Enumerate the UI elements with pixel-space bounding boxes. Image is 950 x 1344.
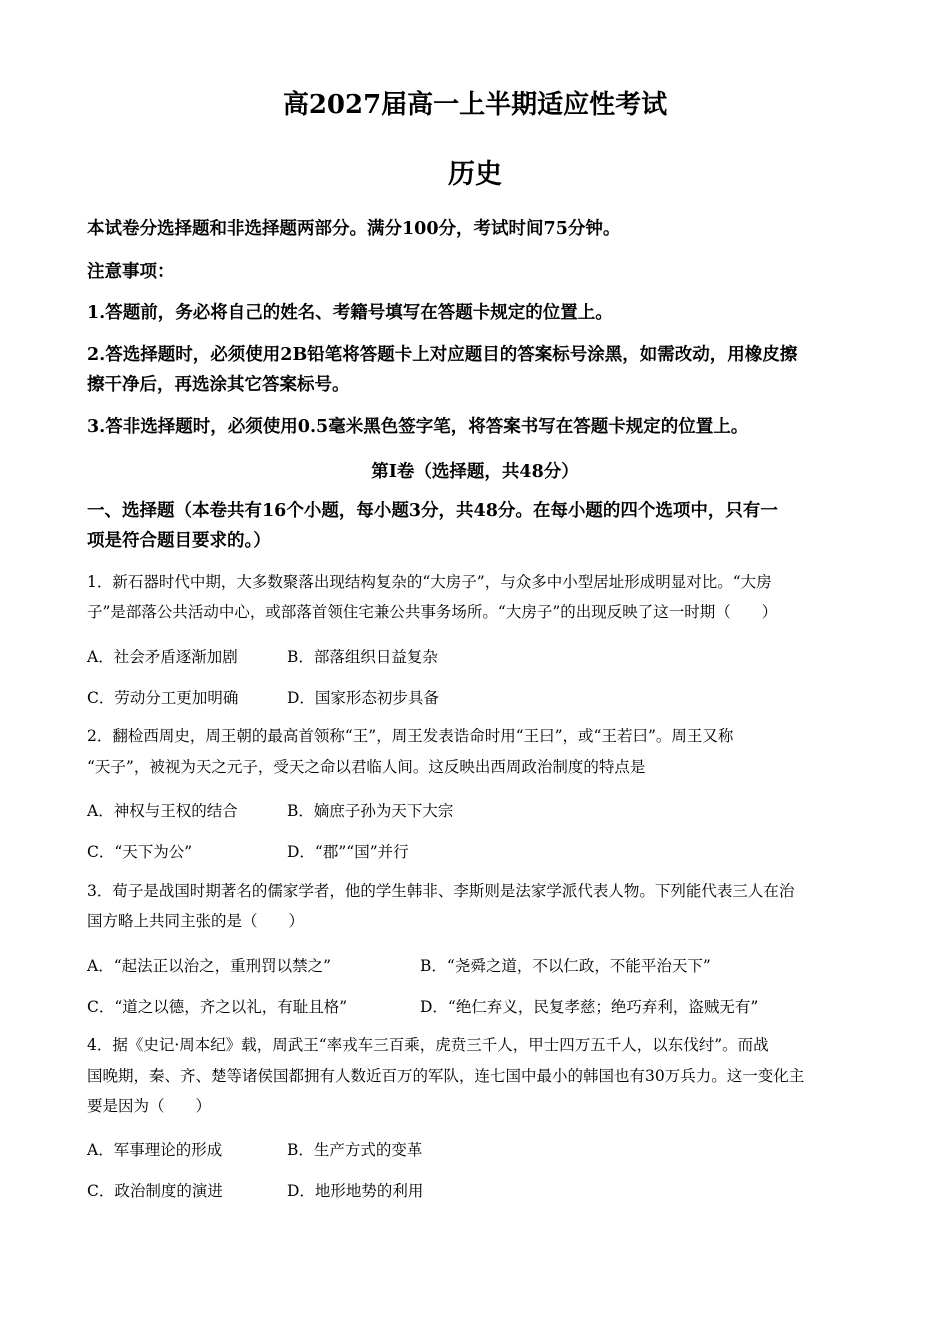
notice-2: 2.答选择题时，必须使用2B铅笔将答题卡上对应题目的答案标号涂黑，如需改动，用橡皮擦: [87, 345, 798, 365]
question-2-line-1: 2．翻检西周史，周王朝的最高首领称“王”，周王发表诰命时用“王曰”，或“王若曰”。周王又称: [87, 727, 734, 745]
question-1-option-b: B．部落组织日益复杂: [287, 648, 438, 666]
notice-heading: 注意事项：: [87, 262, 175, 282]
question-4-option-c: C．政治制度的演进: [87, 1182, 223, 1200]
question-2-option-b: B．嫡庶子孙为天下大宗: [287, 802, 454, 820]
question-4-option-b: B．生产方式的变革: [287, 1141, 423, 1159]
notice-1: 1.答题前，务必将自己的姓名、考籍号填写在答题卡规定的位置上。: [87, 303, 613, 323]
section-title: 第Ⅰ卷（选择题，共48分）: [371, 462, 579, 482]
question-2-line-2: “天子”，被视为天之元子，受天之命以君临人间。这反映出西周政治制度的特点是: [87, 758, 646, 776]
subject-title: 历史: [448, 159, 502, 190]
question-1-line-2: 子”是部落公共活动中心，或部落首领住宅兼公共事务场所。“大房子”的出现反映了这一时期（ ）: [87, 603, 778, 621]
exam-intro: 本试卷分选择题和非选择题两部分。满分100分，考试时间75分钟。: [87, 219, 621, 239]
question-2-option-a: A．神权与王权的结合: [87, 802, 238, 820]
question-3-option-c: C．“道之以德，齐之以礼，有耻且格”: [87, 998, 348, 1016]
part-heading-line-2: 项是符合题目要求的。）: [87, 531, 271, 551]
question-4-line-1: 4．据《史记·周本纪》载，周武王“率戎车三百乘，虎贲三千人，甲士四万五千人，以东伐纣”。而战: [87, 1036, 769, 1054]
question-2-option-c: C．“天下为公”: [87, 843, 193, 861]
question-1-line-1: 1．新石器时代中期，大多数聚落出现结构复杂的“大房子”，与众多中小型居址形成明显对比。“大房: [87, 573, 772, 591]
question-3-line-2: 国方略上共同主张的是（ ）: [87, 912, 305, 930]
question-4-line-3: 要是因为（ ）: [87, 1097, 212, 1115]
notice-3: 3.答非选择题时，必须使用0.5毫米黑色签字笔，将答案书写在答题卡规定的位置上。: [87, 417, 749, 437]
question-1-option-c: C．劳动分工更加明确: [87, 689, 239, 707]
question-3-option-a: A．“起法正以治之，重刑罚以禁之”: [87, 957, 332, 975]
question-3-option-d: D．“绝仁弃义，民复孝慈；绝巧弃利，盗贼无有”: [420, 998, 759, 1016]
question-3-option-b: B．“尧舜之道，不以仁政，不能平治天下”: [420, 957, 711, 975]
question-1-option-d: D．国家形态初步具备: [287, 689, 439, 707]
exam-title: 高2027届高一上半期适应性考试: [282, 90, 668, 120]
question-4-option-d: D．地形地势的利用: [287, 1182, 424, 1200]
question-2-option-d: D．“郡”“国”并行: [287, 843, 409, 861]
question-4-option-a: A．军事理论的形成: [87, 1141, 223, 1159]
question-4-line-2: 国晚期，秦、齐、楚等诸侯国都拥有人数近百万的军队，连七国中最小的韩国也有30万兵力。这一变化主: [87, 1067, 805, 1085]
part-heading-line-1: 一、选择题（本卷共有16个小题，每小题3分，共48分。在每小题的四个选项中，只有一: [87, 501, 778, 521]
question-1-option-a: A．社会矛盾逐渐加剧: [87, 648, 238, 666]
notice-2-cont: 擦干净后，再选涂其它答案标号。: [87, 375, 350, 395]
question-3-line-1: 3．荀子是战国时期著名的儒家学者，他的学生韩非、李斯则是法家学派代表人物。下列能代表三人在治: [87, 882, 795, 900]
